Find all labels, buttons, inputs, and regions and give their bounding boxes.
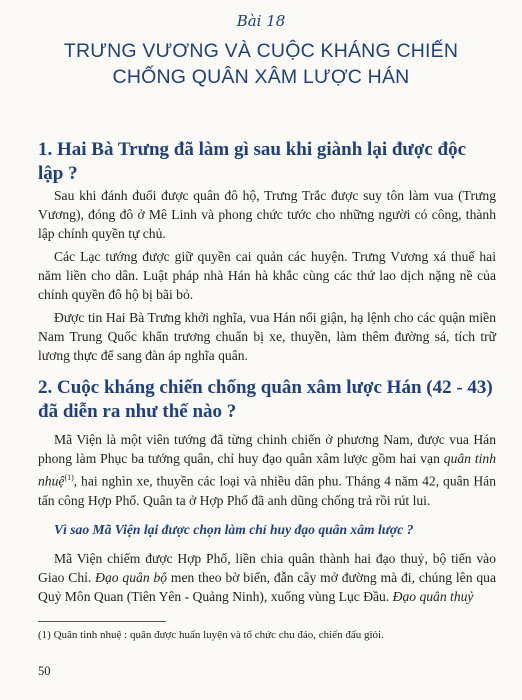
section-2-paragraph-1 (38, 430, 496, 510)
term-dao-quan-thuy: Đạo quân thuỷ (392, 589, 474, 604)
p2-text-a: Mã Viện chiếm được Hợp Phố, liền chia quân thành hai đạo thuỷ, bộ tiến vào Giao Chỉ. (38, 551, 496, 585)
section-1-paragraph-1: Sau khi đánh đuổi được quân đô hộ, Trưng Trắc được suy tôn làm vua (Trưng Vương), đóng đô ở Mê Linh và phong chức tước cho những người có công, thành lập chính quyền tự chủ. (38, 188, 496, 241)
lesson-label: Bài 18 (236, 12, 286, 30)
review-question: Vì sao Mã Viện lại được chọn làm chỉ huy đạo quân xâm lược ? (54, 522, 414, 537)
footnote-divider (38, 621, 166, 622)
footnote: (1) Quân tinh nhuệ : quân được huấn luyện và tổ chức chu đáo, chiến đấu giỏi. (38, 629, 384, 641)
p1-text-before: Mã Viện là một viên tướng đã từng chinh chiến ở phương Nam, được vua Hán phong làm Phục ba tướng quân, chỉ huy đạo quân xâm lược gồm hai vạn (38, 432, 496, 466)
p1-text-after: , hai nghìn xe, thuyền các loại và nhiều dân phu. Tháng 4 năm 42, quân Hán tấn công Hợp Phố. Quân ta ở Hợp Phố đã anh dũng chống trả rồi rút lui. (38, 473, 496, 508)
lesson-title (20, 38, 502, 90)
section-1-paragraph-3: Được tin Hai Bà Trưng khởi nghĩa, vua Hán nổi giận, hạ lệnh cho các quận miền Nam Trung Quốc khẩn trương chuẩn bị xe, thuyền, làm thêm đường sá, tích trữ lương thực để sang đàn áp nghĩa quân. (38, 310, 496, 363)
p2-text-c: men theo bờ biển, đẫn cây mở đường mà đi, chúng lên qua Quỷ Môn Quan (Tiên Yên - Quảng Ninh), xuống vùng Lục Đầu. (38, 570, 496, 604)
term-quan-tinh-nhue: quân tinh nhuệ (38, 451, 496, 489)
title-line-1: TRƯNG VƯƠNG VÀ CUỘC KHÁNG CHIẾN (63, 40, 459, 62)
section-1-paragraph-2: Các Lạc tướng được giữ quyền cai quản các huyện. Trưng Vương xá thuế hai năm liền cho dân. Luật pháp nhà Hán hà khắc cùng các thứ lao dịch nặng nề của chính quyền đô hộ bị bãi bỏ. (38, 249, 496, 302)
section-1-heading: 1. Hai Bà Trưng đã làm gì sau khi giành lại được độc lập ? (38, 139, 467, 184)
title-line-2: CHỐNG QUÂN XÂM LƯỢC HÁN (112, 66, 410, 88)
page-number: 50 (38, 664, 51, 678)
section-2-heading: 2. Cuộc kháng chiến chống quân xâm lược Hán (42 - 43) đã diễn ra như thế nào ? (38, 377, 493, 422)
footnote-ref: (1) (64, 473, 74, 482)
section-2-paragraph-2 (38, 549, 496, 606)
term-dao-quan-bo: Đạo quân bộ (95, 570, 168, 585)
